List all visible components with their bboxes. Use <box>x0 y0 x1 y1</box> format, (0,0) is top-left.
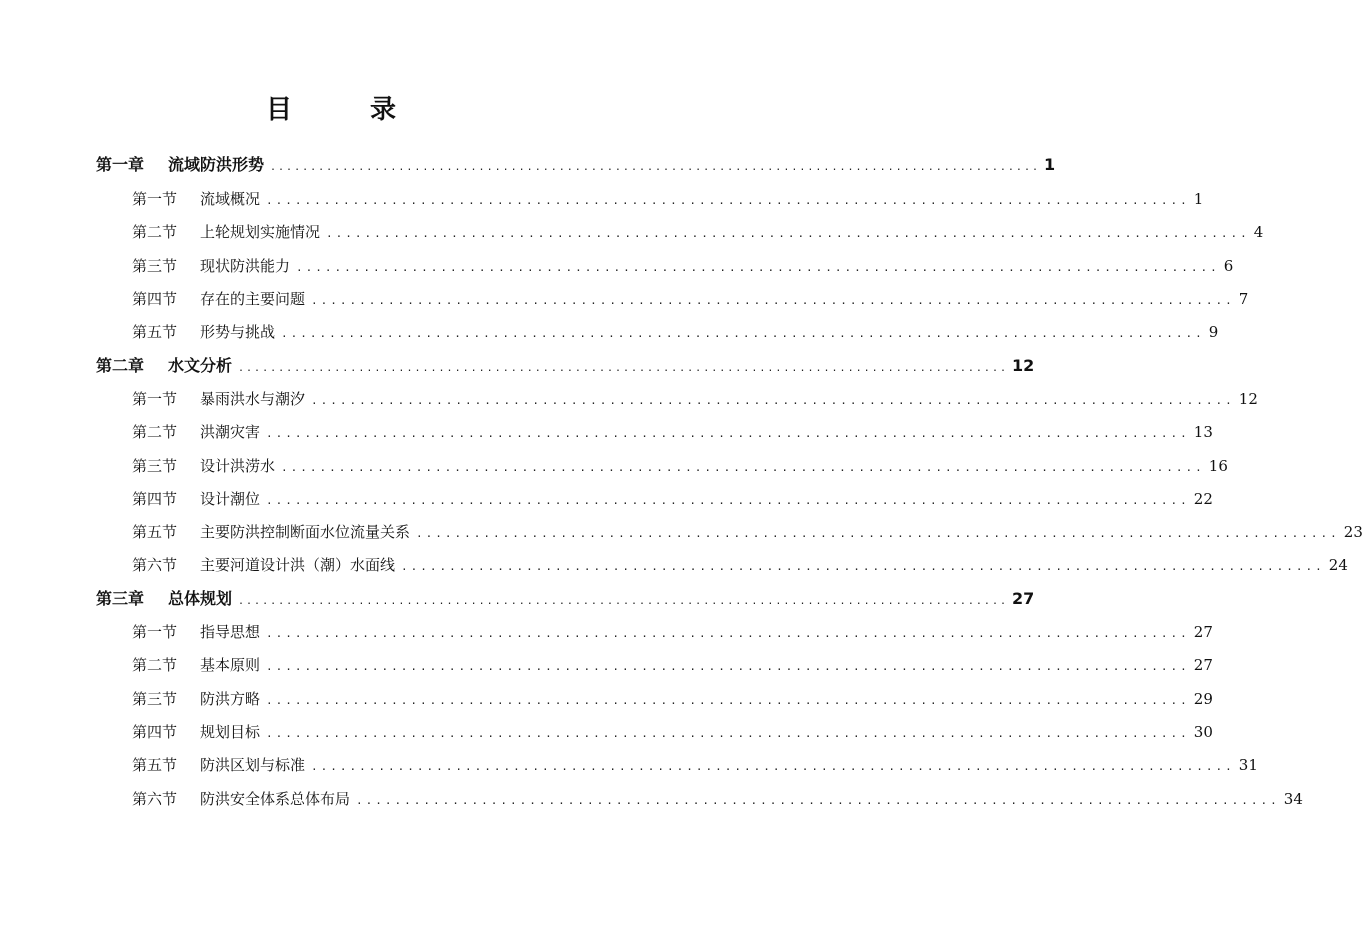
page-number: 31 <box>1238 756 1258 774</box>
dot-leader: ................................................................................................ <box>266 694 1190 707</box>
chapter-title: 水文分析 <box>168 356 233 375</box>
section-title: 存在的主要问题 <box>200 290 306 308</box>
dot-leader: ................................................................................................ <box>356 794 1280 807</box>
dot-leader: ................................................................................................ <box>266 494 1190 507</box>
dot-leader: ................................................................................................ <box>266 660 1190 673</box>
dot-leader: ................................................................................................ <box>266 194 1190 207</box>
section-number: 第一节 <box>132 190 178 208</box>
chapter-number: 第二章 <box>96 356 145 375</box>
toc-chapter-row[interactable] <box>96 152 1056 178</box>
section-number: 第六节 <box>132 556 178 574</box>
toc-section-row[interactable] <box>132 319 1219 345</box>
section-number: 第五节 <box>132 523 178 541</box>
section-title: 防洪区划与标准 <box>200 756 306 774</box>
page-number: 30 <box>1193 723 1213 741</box>
section-title: 规划目标 <box>200 723 261 741</box>
toc-section-row[interactable] <box>132 453 1228 479</box>
page-number: 1 <box>1043 155 1056 174</box>
dot-leader: ................................................................................................ <box>326 227 1250 240</box>
toc-section-row[interactable] <box>132 219 1264 245</box>
dot-leader: ................................................................................................ <box>401 560 1325 573</box>
dot-leader: ................................................................................................ <box>266 427 1190 440</box>
section-number: 第三节 <box>132 457 178 475</box>
toc-section-row[interactable] <box>132 286 1249 312</box>
page-title: 目 录 <box>265 95 422 125</box>
page-number: 16 <box>1208 457 1228 475</box>
section-title: 上轮规划实施情况 <box>200 223 321 241</box>
dot-leader: ................................................................................................ <box>311 760 1235 773</box>
toc-section-row[interactable] <box>132 186 1204 212</box>
section-title: 洪潮灾害 <box>200 423 261 441</box>
page-number: 13 <box>1193 423 1213 441</box>
section-title: 暴雨洪水与潮汐 <box>200 390 306 408</box>
section-number: 第四节 <box>132 723 178 741</box>
section-title: 指导思想 <box>200 623 261 641</box>
section-title: 主要河道设计洪（潮）水面线 <box>200 556 396 574</box>
page-number: 12 <box>1011 356 1035 375</box>
toc-section-row[interactable] <box>132 719 1213 745</box>
toc-section-row[interactable] <box>132 786 1303 812</box>
section-title: 设计潮位 <box>200 490 261 508</box>
section-title: 基本原则 <box>200 656 261 674</box>
toc-section-row[interactable] <box>132 652 1213 678</box>
dot-leader: ................................................................................................ <box>281 327 1205 340</box>
dot-leader: ................................................................................................ <box>238 596 1008 607</box>
section-number: 第二节 <box>132 423 178 441</box>
page-number: 1 <box>1193 190 1204 208</box>
page-number: 6 <box>1223 257 1234 275</box>
section-number: 第四节 <box>132 290 178 308</box>
section-number: 第三节 <box>132 690 178 708</box>
toc-section-row[interactable] <box>132 519 1363 545</box>
dot-leader: ................................................................................................ <box>266 727 1190 740</box>
dot-leader: ................................................................................................ <box>311 394 1235 407</box>
section-title: 设计洪涝水 <box>200 457 276 475</box>
section-number: 第二节 <box>132 223 178 241</box>
section-number: 第六节 <box>132 790 178 808</box>
toc-section-row[interactable] <box>132 752 1258 778</box>
toc-section-row[interactable] <box>132 419 1213 445</box>
section-number: 第一节 <box>132 390 178 408</box>
section-title: 流域概况 <box>200 190 261 208</box>
section-title: 现状防洪能力 <box>200 257 291 275</box>
dot-leader: ................................................................................................ <box>270 162 1040 173</box>
page-number: 7 <box>1238 290 1249 308</box>
section-number: 第一节 <box>132 623 178 641</box>
toc-section-row[interactable] <box>132 686 1213 712</box>
toc-section-row[interactable] <box>132 486 1213 512</box>
section-number: 第五节 <box>132 756 178 774</box>
page-number: 4 <box>1253 223 1264 241</box>
page-number: 24 <box>1328 556 1348 574</box>
page-number: 27 <box>1011 589 1035 608</box>
dot-leader: ................................................................................................ <box>266 627 1190 640</box>
page-number: 12 <box>1238 390 1258 408</box>
section-title: 主要防洪控制断面水位流量关系 <box>200 523 411 541</box>
page-number: 29 <box>1193 690 1213 708</box>
dot-leader: ................................................................................................ <box>281 461 1205 474</box>
dot-leader: ................................................................................................ <box>311 294 1235 307</box>
toc-section-row[interactable] <box>132 552 1348 578</box>
section-number: 第二节 <box>132 656 178 674</box>
page-number: 34 <box>1283 790 1303 808</box>
page-number: 23 <box>1343 523 1363 541</box>
chapter-title: 总体规划 <box>168 589 233 608</box>
chapter-number: 第一章 <box>96 155 145 174</box>
page-number: 9 <box>1208 323 1219 341</box>
page-number: 27 <box>1193 656 1213 674</box>
chapter-number: 第三章 <box>96 589 145 608</box>
section-title: 形势与挑战 <box>200 323 276 341</box>
toc-chapter-row[interactable] <box>96 353 1035 379</box>
dot-leader: ................................................................................................ <box>416 527 1340 540</box>
section-number: 第三节 <box>132 257 178 275</box>
section-title: 防洪安全体系总体布局 <box>200 790 351 808</box>
dot-leader: ................................................................................................ <box>296 261 1220 274</box>
toc-section-row[interactable] <box>132 253 1234 279</box>
section-number: 第五节 <box>132 323 178 341</box>
section-number: 第四节 <box>132 490 178 508</box>
page-number: 27 <box>1193 623 1213 641</box>
section-title: 防洪方略 <box>200 690 261 708</box>
toc-section-row[interactable] <box>132 619 1213 645</box>
dot-leader: ................................................................................................ <box>238 363 1008 374</box>
chapter-title: 流域防洪形势 <box>168 155 265 174</box>
toc-chapter-row[interactable] <box>96 586 1035 612</box>
page-number: 22 <box>1193 490 1213 508</box>
toc-section-row[interactable] <box>132 386 1258 412</box>
